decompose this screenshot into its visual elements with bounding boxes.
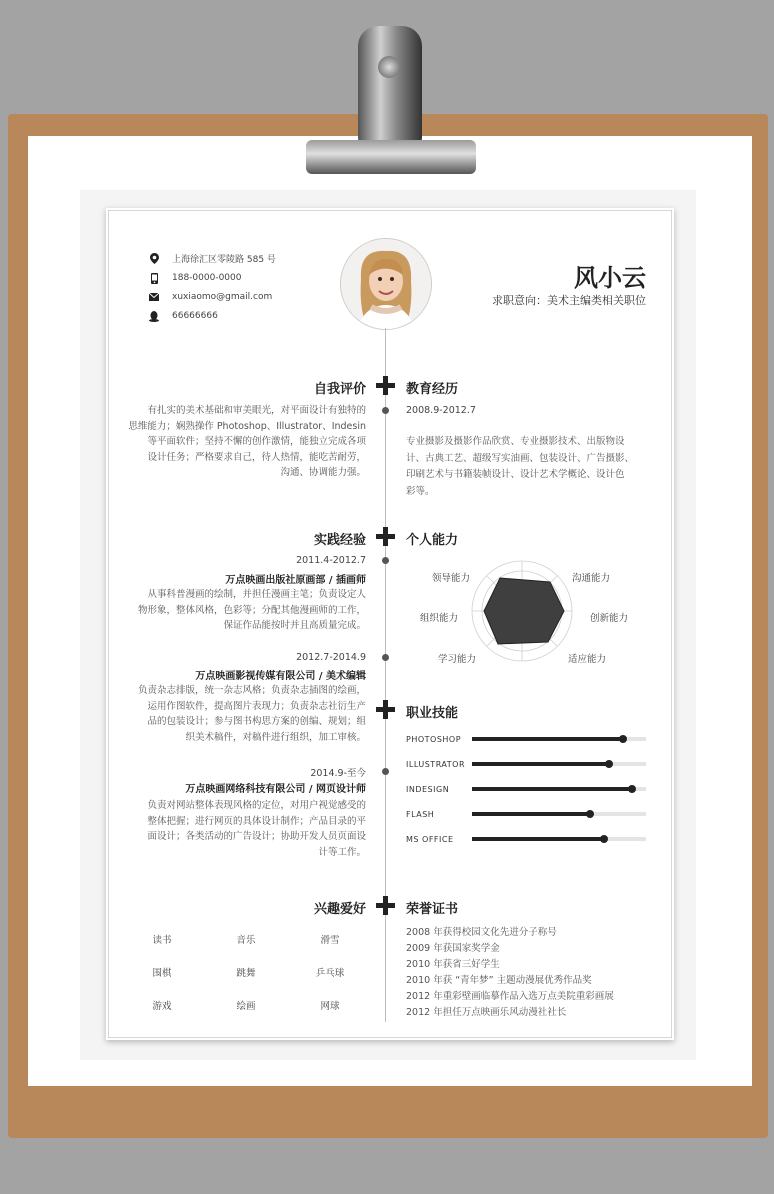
education-text (406, 434, 646, 500)
award-item: 2010 年获 “青年梦” 主题动漫展优秀作品奖 (406, 975, 592, 986)
text-line: 物形象，整体风格，色彩等；分配其他漫画师的工作， (137, 604, 366, 616)
contact-qq (148, 310, 218, 322)
skill-name: ILLUSTRATOR (406, 760, 466, 769)
text-line: 彩等。 (406, 485, 435, 497)
radar-label-leadership: 领导能力 (432, 573, 471, 584)
education-heading: 教育经历 (406, 382, 459, 397)
text-line: 整体把握；进行网页的具体设计制作；产品目录的平 (147, 815, 366, 827)
resume-sheet (106, 208, 674, 1040)
text-line: 负责对网站整体表现风格的定位，对用户视觉感受的 (147, 800, 366, 811)
abilities-heading: 个人能力 (406, 533, 459, 548)
text-line: 有扎实的美术基础和审美眼光，对平面设计有独特的 (147, 405, 366, 416)
self-eval-text (120, 403, 366, 481)
timeline-line (385, 328, 386, 1022)
timeline-dot (382, 557, 389, 564)
skill-name: FLASH (406, 810, 435, 819)
location-pin-icon (148, 253, 160, 265)
text-line: 负责杂志排版，统一杂志风格；负责杂志插图的绘画， (137, 685, 366, 696)
award-item: 2012 年担任万点映画乐风动漫社社长 (406, 1007, 567, 1018)
experience-title: 万点映画出版社原画部 / 插画师 (225, 575, 366, 586)
hobby-item: 读书 (152, 935, 172, 946)
email-text: xuxiaomo@gmail.com (172, 292, 273, 302)
skill-bar-fill (472, 812, 590, 816)
experience-date: 2012.7-2014.9 (296, 652, 366, 663)
skill-name: INDESIGN (406, 785, 450, 794)
timeline-dot (382, 407, 389, 414)
skills-heading: 职业技能 (406, 706, 459, 721)
hobby-item: 音乐 (236, 935, 256, 946)
hobby-item: 游戏 (152, 1001, 172, 1012)
education-date: 2008.9-2012.7 (406, 405, 476, 416)
award-item: 2010 年获省三好学生 (406, 959, 500, 970)
plus-icon (376, 527, 395, 546)
award-item: 2009 年获国家奖学金 (406, 943, 500, 954)
qq-penguin-icon (148, 310, 160, 322)
plus-icon (376, 376, 395, 395)
text-line: 从事科普漫画的绘制，并担任漫画主笔；负责设定人 (147, 589, 366, 600)
plus-icon (376, 896, 395, 915)
experience-date: 2014.9-至今 (310, 768, 366, 779)
awards-heading: 荣誉证书 (406, 902, 459, 917)
text-line: 运用作图软件，提高图片表现力；负责杂志社衍生产 (147, 700, 366, 712)
qq-text: 66666666 (172, 311, 218, 321)
skill-bar (472, 787, 646, 791)
radar-label-innovation: 创新能力 (590, 613, 629, 624)
hobby-item: 绘画 (236, 1001, 256, 1012)
contact-email (148, 291, 272, 303)
timeline-dot (382, 768, 389, 775)
clip-hole (378, 56, 400, 78)
text-line: 计等工作。 (318, 846, 366, 858)
experience-text (120, 798, 366, 860)
experience-title: 万点映画网络科技有限公司 / 网页设计师 (185, 784, 366, 795)
radar-label-adaptation: 适应能力 (568, 654, 607, 665)
hobby-item: 乒乓球 (315, 968, 345, 979)
skill-bar (472, 737, 646, 741)
self-eval-heading: 自我评价 (313, 382, 366, 397)
phone-icon (148, 272, 160, 284)
avatar (340, 238, 432, 330)
experience-text (120, 683, 366, 745)
hobbies-heading: 兴趣爱好 (313, 902, 366, 917)
skill-bar (472, 762, 646, 766)
mail-icon (148, 291, 160, 303)
hobby-item: 围棋 (152, 968, 172, 979)
text-line: 专业摄影及摄影作品欣赏、专业摄影技术、出版物设 (406, 436, 625, 447)
skill-bar-fill (472, 837, 604, 841)
skill-bar (472, 837, 646, 841)
text-line: 保证作品能按时并且高质量完成。 (223, 620, 366, 631)
text-line: 织美术稿件，对稿件进行组织，加工审核。 (185, 731, 366, 743)
experience-title: 万点映画影视传媒有限公司 / 美术编辑 (195, 671, 366, 682)
ability-radar-chart (466, 556, 578, 666)
skill-bar-fill (472, 787, 632, 791)
candidate-name: 风小云 (574, 264, 646, 292)
award-item: 2012 年重彩壁画临摹作品入选万点美院重彩画展 (406, 991, 614, 1002)
contact-phone (148, 272, 241, 284)
hobby-item: 滑雪 (320, 935, 340, 946)
contact-address (148, 252, 276, 265)
clip-base (306, 140, 476, 174)
experience-text (120, 587, 366, 634)
skill-bar (472, 812, 646, 816)
skill-name: MS OFFICE (406, 835, 454, 844)
hobby-item: 网球 (320, 1001, 340, 1012)
timeline-dot (382, 654, 389, 661)
radar-label-organization: 组织能力 (420, 613, 459, 624)
plus-icon (376, 700, 395, 719)
skill-bar-fill (472, 737, 623, 741)
radar-label-learning: 学习能力 (438, 654, 477, 665)
hobby-item: 跳舞 (236, 968, 256, 979)
text-line: 品的包装设计；参与图书构思方案的创编、规划；组 (147, 716, 366, 727)
skill-bar-fill (472, 762, 609, 766)
binder-clip-icon (358, 26, 422, 144)
award-item: 2008 年获得校园文化先进分子称号 (406, 927, 557, 938)
text-line: 设计任务；严格要求自己，待人热情，能吃苦耐劳， (147, 451, 366, 463)
phone-text: 188-0000-0000 (172, 273, 242, 283)
text-line: 沟通、协调能力强。 (280, 467, 366, 478)
address-text: 上海徐汇区零陵路 585 号 (172, 255, 276, 265)
text-line: 计、古典工艺、超级写实油画、包装设计、广告摄影、 (406, 452, 635, 464)
job-intention: 求职意向：美术主编类相关职位 (492, 294, 646, 307)
experience-date: 2011.4-2012.7 (296, 555, 366, 566)
text-line: 等平面软件；坚持不懈的创作激情，能独立完成各项 (147, 436, 366, 447)
text-line: 面设计；各类活动的广告设计；协助开发人员页面设 (147, 831, 366, 842)
radar-label-communication: 沟通能力 (572, 573, 611, 584)
text-line: 思维能力；娴熟操作 Photoshop、Illustrator、Indesin (128, 420, 366, 432)
experience-heading: 实践经验 (313, 533, 366, 548)
skill-name: PHOTOSHOP (406, 735, 462, 744)
text-line: 印刷艺术与书籍装帧设计、设计艺术学概论、设计色 (406, 469, 625, 480)
